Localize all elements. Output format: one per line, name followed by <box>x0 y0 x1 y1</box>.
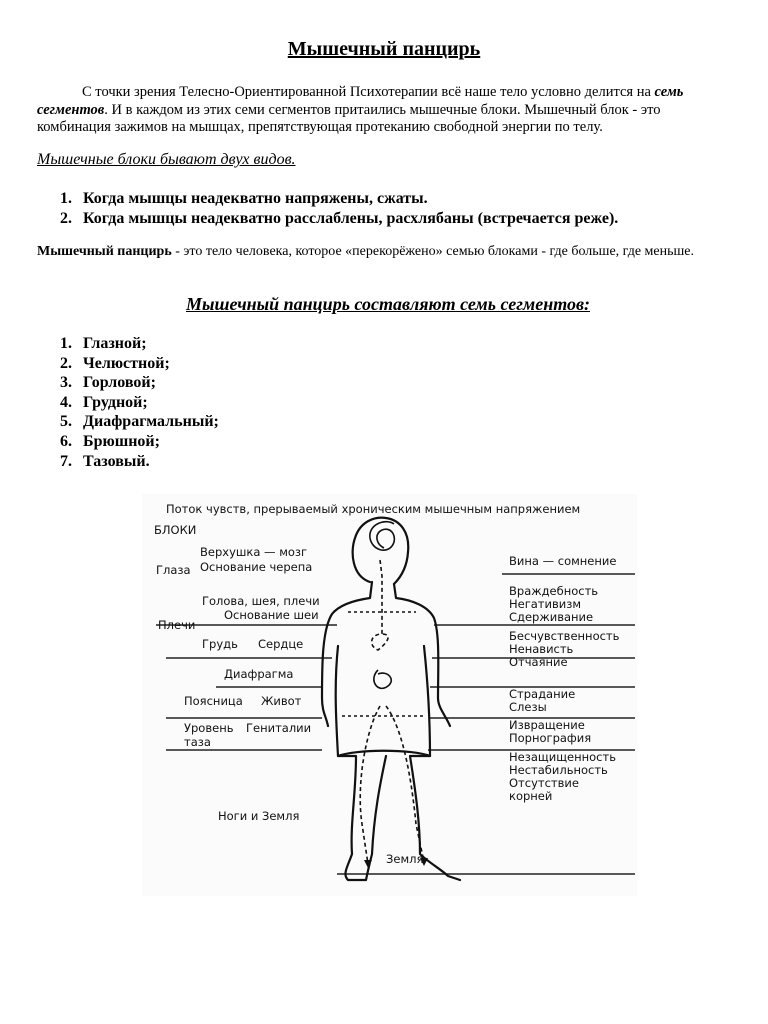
label-hostility: Враждебность <box>509 584 599 598</box>
label-chest: Грудь <box>202 637 238 651</box>
label-waist: Поясница <box>184 694 243 708</box>
spiral-belly <box>374 670 391 688</box>
list-number: 1. <box>60 190 72 207</box>
flow-right-leg <box>386 706 424 862</box>
label-belly: Живот <box>261 694 302 708</box>
list-item <box>60 354 219 374</box>
label-instability: Нестабильность <box>509 763 608 777</box>
list-item <box>60 189 618 209</box>
list-text: Брюшной; <box>83 432 160 450</box>
label-suffering: Страдание <box>509 687 576 701</box>
page-title: Мышечный панцирь <box>287 38 481 60</box>
segments-heading: Мышечный панцирь составляют семь сегментов: <box>185 294 590 314</box>
label-diaphragm: Диафрагма <box>224 667 294 681</box>
label-genitals: Гениталии <box>246 721 312 735</box>
definition-paragraph <box>37 243 733 261</box>
label-neck-base: Основание шеи <box>224 608 319 622</box>
label-insensitivity: Бесчувственность <box>509 629 620 643</box>
list-number: 3. <box>60 374 72 392</box>
left-arm-outline <box>322 582 372 726</box>
label-legs: Ноги и Земля <box>218 809 300 823</box>
label-absence: Отсутствие <box>509 776 579 790</box>
label-eyes: Глаза <box>156 563 191 577</box>
list-text: Челюстной; <box>83 354 170 372</box>
label-perversion: Извращение <box>509 718 585 732</box>
intro-paragraph <box>37 84 733 137</box>
list-item <box>60 373 219 393</box>
list-text: Грудной; <box>83 393 148 411</box>
list-number: 5. <box>60 413 72 431</box>
arrow-head <box>364 860 372 868</box>
label-crown: Верхушка — мозг <box>200 545 308 559</box>
list-number: 2. <box>60 210 72 227</box>
energy-flow <box>342 522 424 864</box>
types-heading: Мышечные блоки бывают двух видов. <box>37 151 296 168</box>
body-segments-figure <box>142 494 637 896</box>
list-text: Когда мышцы неадекватно расслаблены, расхлябаны (встречается реже). <box>83 210 619 227</box>
list-text: Глазной; <box>83 335 147 352</box>
label-despair: Отчаяние <box>509 655 568 669</box>
list-item <box>60 393 219 413</box>
label-ground: Земля <box>386 852 424 866</box>
list-text: Когда мышцы неадекватно напряжены, сжаты. <box>83 190 428 207</box>
left-leg-outline <box>336 646 386 880</box>
list-number: 7. <box>60 452 72 470</box>
definition-text: - это тело человека, которое «перекорёжено» семью блоками - где больше, где меньше. <box>171 244 694 259</box>
list-number: 2. <box>60 354 72 372</box>
blocks-label: БЛОКИ <box>154 523 197 537</box>
label-negativism: Негативизм <box>509 597 582 611</box>
label-heart: Сердце <box>258 637 304 651</box>
list-item <box>60 452 219 472</box>
list-item <box>60 432 219 452</box>
label-restraint: Сдерживание <box>509 610 594 624</box>
right-leg-outline <box>410 646 460 880</box>
list-text: Горловой; <box>83 374 156 392</box>
list-number: 1. <box>60 335 72 352</box>
segments-list <box>60 334 219 471</box>
list-number: 6. <box>60 432 72 450</box>
label-pornography: Порнография <box>509 731 592 745</box>
label-hatred: Ненависть <box>509 642 574 656</box>
label-roots: корней <box>509 789 553 803</box>
label-pelvis: таза <box>184 735 211 749</box>
intro-text-before: С точки зрения Телесно-Ориентированной Психотерапии всё наше тело условно делится на <box>82 84 655 100</box>
label-skull-base: Основание черепа <box>200 560 313 574</box>
definition-term: Мышечный панцирь <box>37 244 172 259</box>
human-figure <box>322 518 460 880</box>
label-head-neck: Голова, шея, плечи <box>202 594 320 608</box>
list-item <box>60 412 219 432</box>
label-tears: Слезы <box>509 700 547 714</box>
list-item <box>60 209 618 229</box>
list-text: Диафрагмальный; <box>83 413 219 431</box>
list-item <box>60 334 219 354</box>
list-number: 4. <box>60 393 72 411</box>
list-text: Тазовый. <box>83 452 150 470</box>
intro-emphasis: семь сегментов <box>37 84 684 118</box>
head-outline <box>353 518 409 584</box>
intro-text-after: . И в каждом из этих семи сегментов притаились мышечные блоки. Мышечный блок - это комбинация зажимов на мышцах, препятствующая протеканию свободной энергии по телу. <box>37 101 661 135</box>
right-arm-outline <box>394 584 450 726</box>
spiral-head <box>370 522 395 550</box>
label-insecurity: Незащищенность <box>509 750 616 764</box>
figure-caption: Поток чувств, прерываемый хроническим мышечным напряжением <box>166 502 581 516</box>
label-shoulders: Плечи <box>158 618 196 632</box>
label-pelvis-level: Уровень <box>184 721 234 735</box>
types-list <box>60 189 618 229</box>
flow-chest <box>372 560 389 650</box>
flow-left-leg <box>360 706 380 864</box>
label-guilt: Вина — сомнение <box>509 554 617 568</box>
